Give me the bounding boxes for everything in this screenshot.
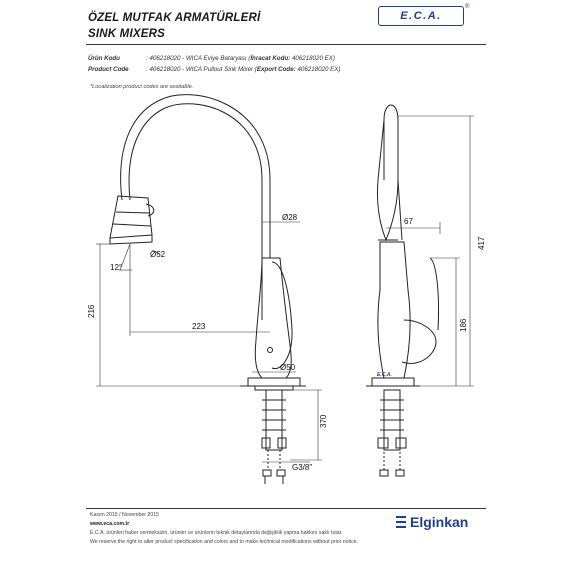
product-code-en-value: : 406218020 - WICA Pullout Sink Mixer ( bbox=[146, 66, 257, 73]
page-title: ÖZEL MUTFAK ARMATÜRLERİ bbox=[88, 12, 261, 24]
registered-mark: ® bbox=[465, 4, 470, 10]
dim-height-216: 216 bbox=[87, 304, 96, 318]
export-code-tr-label: İhracat Kodu: bbox=[250, 55, 291, 62]
footer-website[interactable]: www.eca.com.tr bbox=[90, 521, 130, 527]
spout-inner bbox=[121, 95, 270, 258]
product-code-en-label: Product Code bbox=[88, 66, 129, 73]
footer-date: Kasım 2015 / November 2015 bbox=[90, 512, 159, 518]
base-plate bbox=[248, 378, 300, 386]
spout-outer bbox=[129, 104, 262, 320]
elginkan-mark-icon bbox=[396, 516, 406, 528]
dim-spout-diameter: Ø28 bbox=[282, 213, 298, 222]
export-code-tr-value: 406218020 EX) bbox=[290, 55, 335, 62]
side-lever bbox=[402, 320, 436, 363]
side-spout bbox=[377, 105, 398, 240]
dim-depth-67: 67 bbox=[404, 217, 413, 226]
export-code-en-label: Export Code: bbox=[256, 66, 296, 73]
eca-logo: E.C.A. bbox=[378, 6, 464, 26]
product-code-tr-label: Ürün Kodu bbox=[88, 55, 120, 62]
pullout-head bbox=[110, 196, 152, 238]
elginkan-name: Elginkan bbox=[410, 514, 469, 530]
footer-disclaimer-en: We reserve the right to alter product specification and colors and to make technical modifications without prior notice. bbox=[90, 539, 359, 545]
localization-note: *Localization product codes are available. bbox=[90, 84, 194, 90]
dim-head-diameter: Ø52 bbox=[150, 250, 166, 259]
export-code-en-value: 406218020 EX) bbox=[295, 66, 341, 73]
side-body bbox=[378, 242, 410, 378]
dim-angle: 12° bbox=[110, 263, 123, 272]
dim-reach-223: 223 bbox=[192, 322, 206, 331]
page-subtitle: SINK MIXERS bbox=[88, 28, 165, 40]
dim-lever-186: 186 bbox=[459, 318, 468, 332]
product-code-tr-value: : 406218020 - WICA Eviye Bataryası ( bbox=[146, 55, 251, 62]
dim-thread: G3/8" bbox=[292, 463, 313, 472]
dim-total-417: 417 bbox=[477, 236, 486, 250]
dim-base-diameter: Ø50 bbox=[280, 363, 296, 372]
footer-disclaimer-tr: E.C.A. ürünleri haber vermeksizin, ürünler ve ürünlerin teknik detaylarında değişiklik yapma hakkını saklı tutar. bbox=[90, 530, 343, 536]
side-base bbox=[372, 378, 414, 386]
body-brand-label: E.C.A. bbox=[377, 372, 392, 378]
footer-divider bbox=[86, 508, 486, 509]
dim-shank-370: 370 bbox=[319, 414, 328, 428]
elginkan-logo bbox=[396, 514, 468, 530]
